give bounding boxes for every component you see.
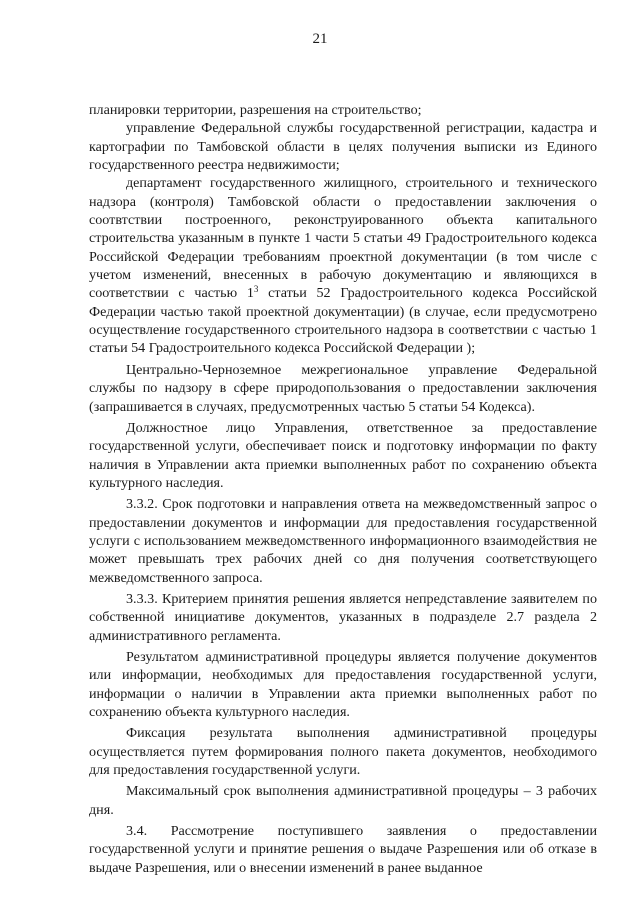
paragraph-fixation: Фиксация результата выполнения административной процедуры осуществляется путем формирования полного пакета документов, необходимого для предоставления государственной услуги.	[89, 725, 597, 779]
paragraph-responsible-official: Должностное лицо Управления, ответственное за предоставление государственной услуги, обеспечивает поиск и подготовку информации по факту наличия в Управлении акта приемки выполненных работ по сохранению объекта культурного наследия.	[89, 419, 597, 491]
paragraph-3-4: 3.4. Рассмотрение поступившего заявления о предоставлении государственной услуги и принятие решения о выдаче Разрешения или об отказе в выдаче Разрешения, или о внесении изменений в ранее выданное	[89, 823, 597, 876]
paragraph-rosreestr: управление Федеральной службы государственной регистрации, кадастра и картографии по Тамбовской области в целях получения выписки из Единого государственного реестра недвижимости;	[89, 120, 597, 174]
paragraph-3-3-2: 3.3.2. Срок подготовки и направления ответа на межведомственный запрос о предоставлении документов и информации для предоставления государственной услуги с использованием межведомственного информационного взаимодействия не может превышать трех рабочих дней со дня получения соответствующего межведомственного запроса.	[89, 496, 597, 586]
paragraph-3-3-3: 3.3.3. Критерием принятия решения является непредставление заявителем по собственной инициативе документов, указанных в подразделе 2.7 раздела 2 административного регламента.	[89, 590, 597, 644]
paragraph-housing-department	[89, 174, 597, 357]
paragraph-result: Результатом административной процедуры является получение документов или информации, необходимых для предоставления государственной услуги, информации о наличии в Управлении акта приемки выполненных работ по сохранению объекта культурного наследия.	[89, 648, 597, 720]
paragraph-continuation: планировки территории, разрешения на строительство;	[89, 102, 422, 118]
paragraph-max-term: Максимальный срок выполнения административной процедуры – 3 рабочих дня.	[89, 783, 597, 818]
paragraph-housing-department-part1: департамент государственного жилищного, строительного и технического надзора (контроля) Тамбовской области о предоставлении заключения о соотвтствии построенного, реконструированного объекта капитального строительства указанным в пункте 1 части 5 статьи 49 Градостроительного кодекса Российской Федерации требованиям проектной документации (в том числе с учетом изменений, внесенных в рабочую документацию и являющихся в соответствии с частью 1	[89, 175, 597, 302]
page-number: 21	[312, 31, 328, 47]
superscript-index: 3	[253, 284, 259, 295]
paragraph-housing-department-part2: статьи 52 Градостроительного кодекса Российской Федерации частью такой проектной документации) (в случае, если предусмотрено осуществление государственного строительного надзора в соответствии с частью 1 статьи 54 Градостроительного кодекса Российской Федерации );	[89, 285, 597, 357]
document-body	[89, 101, 597, 877]
paragraph-rosprirodnadzor: Центрально-Черноземное межрегиональное управление Федеральной службы по надзору в сфере природопользования о предоставлении заключения (запрашивается в случаях, предусмотренных частью 5 статьи 54 Кодекса).	[89, 361, 597, 415]
